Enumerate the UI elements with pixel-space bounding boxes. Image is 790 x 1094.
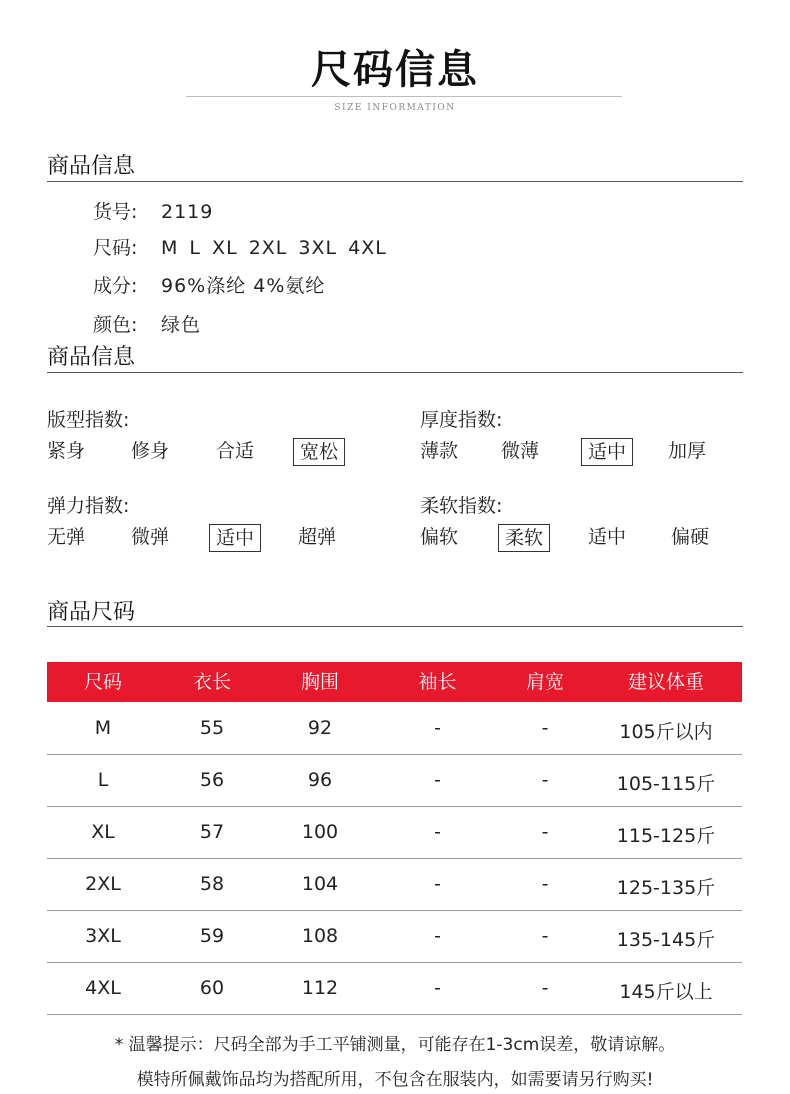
table-row-divider xyxy=(47,1014,742,1015)
table-cell: 105斤以内 xyxy=(619,721,713,743)
info-value: 绿色 xyxy=(161,314,202,336)
section-title-size-table: 商品尺码 xyxy=(47,600,136,625)
elasticity-option: 微弹 xyxy=(131,526,170,548)
table-cell: - xyxy=(434,821,441,843)
section-divider xyxy=(47,181,743,182)
thickness-option: 加厚 xyxy=(668,440,707,462)
table-cell: 96 xyxy=(307,769,333,791)
info-label: 货号: xyxy=(93,201,138,223)
table-header-cell: 衣长 xyxy=(192,671,231,693)
fit-option: 修身 xyxy=(131,440,170,462)
table-cell: 59 xyxy=(199,925,225,947)
info-label: 成分: xyxy=(93,275,138,297)
table-cell: 105-115斤 xyxy=(616,773,716,795)
table-header-cell: 尺码 xyxy=(83,671,122,693)
note-line-2: 模特所佩戴饰品均为搭配所用，不包含在服装内，如需要请另行购买! xyxy=(136,1070,654,1090)
table-cell: - xyxy=(541,769,549,791)
softness-option: 偏软 xyxy=(420,526,459,548)
thickness-option: 微薄 xyxy=(501,440,540,462)
table-row-divider xyxy=(47,858,742,859)
table-row-divider xyxy=(47,806,742,807)
fit-index-title: 版型指数: xyxy=(47,409,130,431)
info-label: 尺码: xyxy=(93,237,138,259)
section-divider xyxy=(47,626,743,627)
softness-index-title: 柔软指数: xyxy=(420,495,503,517)
table-cell: 125-135斤 xyxy=(616,877,716,899)
elasticity-option-selected: 适中 xyxy=(209,524,261,552)
note-line-1: * 温馨提示：尺码全部为手工平铺测量，可能存在1-3cm误差，敬请谅解。 xyxy=(114,1035,676,1055)
table-header-cell: 建议体重 xyxy=(627,671,704,693)
table-row-divider xyxy=(47,962,742,963)
title-divider xyxy=(186,96,622,97)
info-label: 颜色: xyxy=(93,314,138,336)
table-cell: 115-125斤 xyxy=(616,825,716,847)
table-size-cell: 3XL xyxy=(85,925,121,947)
table-cell: - xyxy=(434,717,441,739)
table-cell: - xyxy=(434,977,441,999)
table-cell: - xyxy=(434,769,441,791)
table-cell: 56 xyxy=(199,769,225,791)
table-size-cell: M xyxy=(94,717,112,739)
table-cell: 55 xyxy=(199,717,225,739)
thickness-index-title: 厚度指数: xyxy=(420,409,503,431)
section-divider xyxy=(47,372,743,373)
table-row-divider xyxy=(47,754,742,755)
table-cell: - xyxy=(541,717,549,739)
info-row-material xyxy=(93,271,325,298)
info-row-color xyxy=(93,310,201,337)
table-cell: 60 xyxy=(199,977,225,999)
table-cell: - xyxy=(541,821,549,843)
table-cell: 135-145斤 xyxy=(616,929,716,951)
table-row-divider xyxy=(47,910,742,911)
thickness-option: 薄款 xyxy=(420,440,459,462)
table-header-cell: 肩宽 xyxy=(525,671,564,693)
table-cell: - xyxy=(541,873,549,895)
table-cell: - xyxy=(434,873,441,895)
table-cell: 112 xyxy=(301,977,339,999)
info-value: 96%涤纶 4%氨纶 xyxy=(161,275,326,297)
section-title-indices: 商品信息 xyxy=(47,345,136,370)
size-table-header xyxy=(47,662,742,702)
table-cell: - xyxy=(541,925,549,947)
thickness-option-selected: 适中 xyxy=(581,438,633,466)
info-value: 2119 xyxy=(161,201,214,223)
fit-option-selected: 宽松 xyxy=(293,438,345,466)
table-cell: 104 xyxy=(301,873,339,895)
page-title: 尺码信息 xyxy=(311,47,479,93)
elasticity-option: 超弹 xyxy=(298,526,337,548)
info-row-item-no xyxy=(93,197,213,224)
elasticity-index-title: 弹力指数: xyxy=(47,495,130,517)
table-size-cell: L xyxy=(97,769,109,791)
table-cell: 58 xyxy=(199,873,225,895)
table-size-cell: 4XL xyxy=(85,977,121,999)
softness-option: 偏硬 xyxy=(671,526,710,548)
table-cell: - xyxy=(434,925,441,947)
table-header-cell: 胸围 xyxy=(300,671,339,693)
table-size-cell: XL xyxy=(91,821,115,843)
softness-option: 适中 xyxy=(588,526,627,548)
info-value: M L XL 2XL 3XL 4XL xyxy=(161,237,387,259)
table-cell: 92 xyxy=(307,717,333,739)
table-header-cell: 袖长 xyxy=(418,671,457,693)
page-subtitle: SIZE INFORMATION xyxy=(334,103,456,113)
info-row-sizes xyxy=(93,233,387,260)
table-cell: 145斤以上 xyxy=(619,981,713,1003)
table-cell: - xyxy=(541,977,549,999)
table-cell: 57 xyxy=(199,821,225,843)
fit-option: 合适 xyxy=(216,440,255,462)
section-title-product-info: 商品信息 xyxy=(47,154,136,179)
elasticity-option: 无弹 xyxy=(47,526,86,548)
table-size-cell: 2XL xyxy=(85,873,121,895)
fit-option: 紧身 xyxy=(47,440,86,462)
table-cell: 108 xyxy=(301,925,339,947)
softness-option-selected: 柔软 xyxy=(498,524,550,552)
table-cell: 100 xyxy=(301,821,339,843)
